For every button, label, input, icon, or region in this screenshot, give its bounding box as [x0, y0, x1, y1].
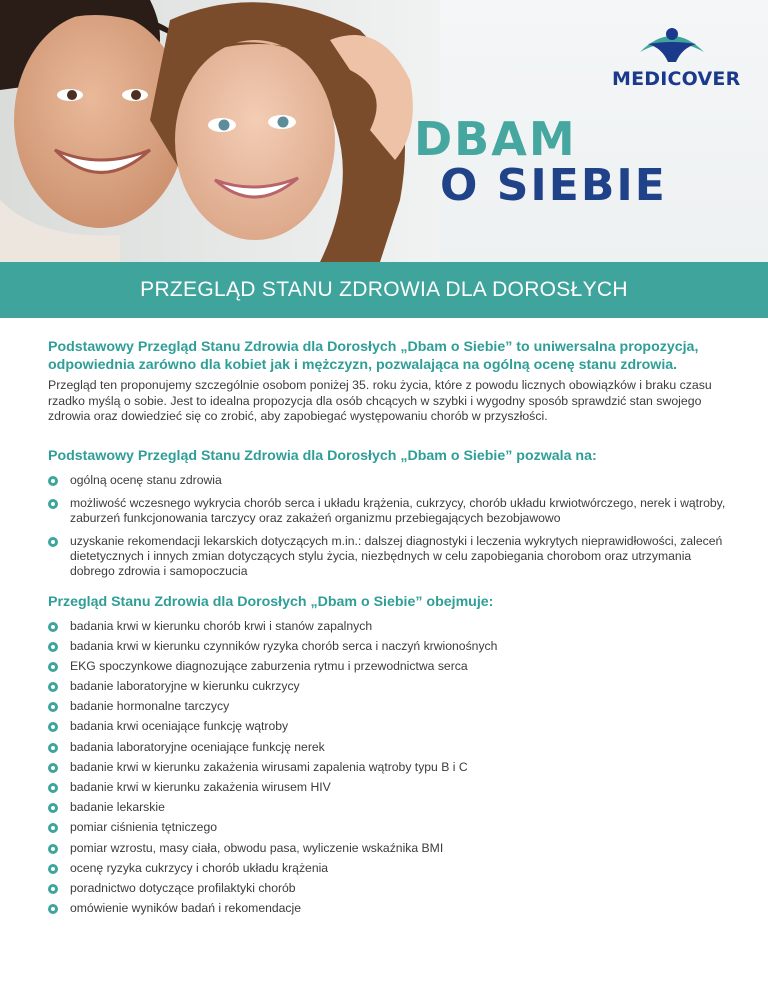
bullet-icon [48, 499, 58, 509]
list-item: badanie laboratoryjne w kierunku cukrzycy [48, 679, 728, 694]
list-item: możliwość wczesnego wykrycia chorób serca i układu krążenia, cukrzycy, chorób układu krwiotwórczego, nerek i wątroby, zaburzeń funkcjonowania tarczycy oraz zakażeń organizmu przebiegających bezobjawowo [48, 496, 728, 526]
bullet-icon [48, 803, 58, 813]
section-banner [0, 262, 768, 318]
allows-section [48, 447, 728, 579]
bullet-icon [48, 476, 58, 486]
list-item: pomiar ciśnienia tętniczego [48, 820, 728, 835]
list-item: badania krwi w kierunku czynników ryzyka chorób serca i naczyń krwionośnych [48, 639, 728, 654]
bullet-icon [48, 722, 58, 732]
includes-section [48, 593, 728, 917]
banner-title: PRZEGLĄD STANU ZDROWIA DLA DOROSŁYCH [140, 278, 628, 301]
bullet-icon [48, 783, 58, 793]
medicover-logo [612, 22, 741, 94]
list-item: badanie hormonalne tarczycy [48, 699, 728, 714]
allows-list [48, 473, 728, 579]
list-item: omówienie wyników badań i rekomendacje [48, 901, 728, 916]
list-item: EKG spoczynkowe diagnozujące zaburzenia rytmu i przewodnictwa serca [48, 659, 728, 674]
includes-heading: Przegląd Stanu Zdrowia dla Dorosłych „Dbam o Siebie” obejmuje: [48, 593, 494, 610]
couple-photo [0, 0, 440, 262]
list-item: ogólną ocenę stanu zdrowia [48, 473, 728, 488]
bullet-icon [48, 682, 58, 692]
intro-text: Przegląd ten proponujemy szczególnie osobom poniżej 35. roku życia, które z powodu licznych obowiązków i braku czasu rzadko myślą o sobie. Jest to idealna propozycja dla osób chcących w szybki i wygodny sposób sprawdzić stan swojego zdrowia oraz dowiedzieć się co zrobić, aby zapobiegać występowaniu chorób w przyszłości. [48, 378, 712, 423]
title-o-siebie: O SIEBIE [440, 160, 667, 211]
bullet-icon [48, 743, 58, 753]
bullet-icon [48, 763, 58, 773]
list-item: badanie krwi w kierunku zakażenia wirusem HIV [48, 780, 728, 795]
list-item: badanie lekarskie [48, 800, 728, 815]
list-item: badania laboratoryjne oceniające funkcję nerek [48, 740, 728, 755]
title-dbam: DBAM [414, 112, 577, 166]
medicover-emblem-icon [612, 22, 732, 68]
hero [0, 0, 768, 262]
bullet-icon [48, 823, 58, 833]
list-item: ocenę ryzyka cukrzycy i chorób układu krążenia [48, 861, 728, 876]
logo-text: MEDICOVER [612, 68, 741, 90]
bullet-icon [48, 622, 58, 632]
bullet-icon [48, 662, 58, 672]
list-item: uzyskanie rekomendacji lekarskich dotyczących m.in.: dalszej diagnostyki i leczenia wykrytych nieprawidłowości, zaleceń dietetycznych i innych zmian dotyczących stylu życia, niezbędnych w celu zapobiegania chorobom oraz utrzymania dobrego zdrowia i samopoczucia [48, 534, 728, 579]
list-item: pomiar wzrostu, masy ciała, obwodu pasa, wyliczenie wskaźnika BMI [48, 841, 728, 856]
bullet-icon [48, 844, 58, 854]
bullet-icon [48, 537, 58, 547]
list-item: badanie krwi w kierunku zakażenia wirusami zapalenia wątroby typu B i C [48, 760, 728, 775]
bullet-icon [48, 642, 58, 652]
bullet-icon [48, 904, 58, 914]
includes-list [48, 619, 728, 917]
content [48, 338, 728, 921]
bullet-icon [48, 864, 58, 874]
bullet-icon [48, 884, 58, 894]
list-item: badania krwi w kierunku chorób krwi i stanów zapalnych [48, 619, 728, 634]
list-item: poradnictwo dotyczące profilaktyki chorób [48, 881, 728, 896]
intro-heading: Podstawowy Przegląd Stanu Zdrowia dla Dorosłych „Dbam o Siebie” to uniwersalna propozycja, odpowiednia zarówno dla kobiet jak i mężczyzn, pozwalająca na ogólną ocenę stanu zdrowia. [48, 339, 699, 373]
allows-heading: Podstawowy Przegląd Stanu Zdrowia dla Dorosłych „Dbam o Siebie” pozwala na: [48, 447, 597, 464]
bullet-icon [48, 702, 58, 712]
list-item: badania krwi oceniające funkcję wątroby [48, 719, 728, 734]
